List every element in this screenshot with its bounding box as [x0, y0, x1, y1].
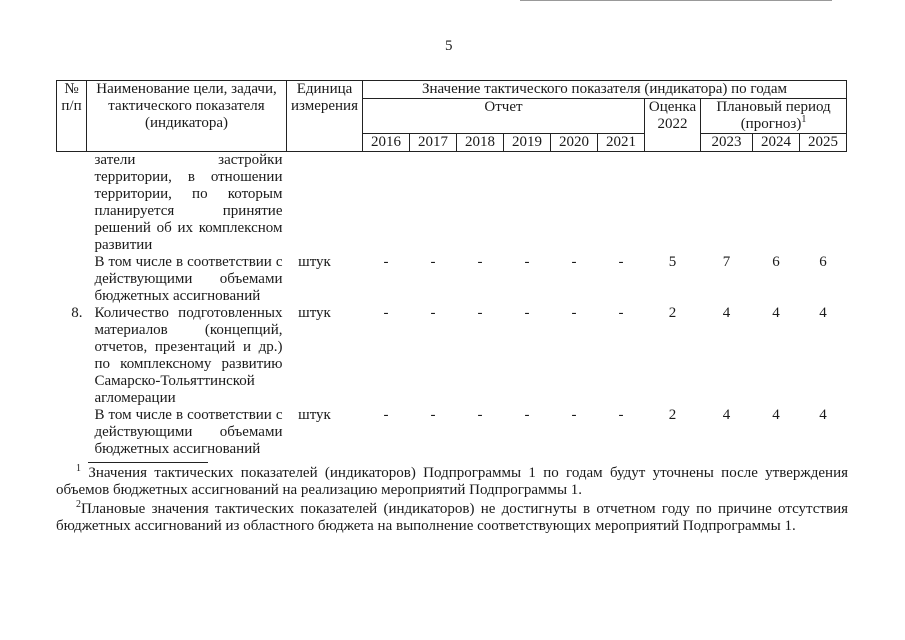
- row-value: -: [524, 407, 530, 423]
- header-plan-footnote-mark: 1: [801, 114, 807, 125]
- row-value: 4: [772, 407, 780, 423]
- header-year: 2021: [598, 134, 645, 152]
- row-value: 6: [772, 254, 780, 270]
- header-name: Наименование цели, задачи, тактического показателя (индикатора): [87, 81, 287, 152]
- header-unit: Единица измерения: [287, 81, 363, 152]
- header-estimate: Оценка 2022: [645, 99, 701, 152]
- row-value: -: [477, 407, 483, 423]
- table-row: [57, 152, 847, 255]
- row-value: [701, 152, 753, 255]
- header-plan-label: Плановый период (прогноз): [716, 99, 831, 132]
- row-no: [57, 407, 87, 458]
- header-year: 2023: [701, 134, 753, 152]
- row-no: [57, 254, 87, 305]
- row-value: [457, 152, 504, 255]
- row-value: -: [571, 254, 577, 270]
- row-value: -: [430, 407, 436, 423]
- row-name: В том числе в соответствии с действующими объемами бюджетных ассигнований: [94, 407, 283, 457]
- footnotes: [56, 462, 849, 537]
- header-year: 2019: [504, 134, 551, 152]
- footnote-rule: [88, 462, 208, 463]
- row-value: [363, 152, 410, 255]
- row-value: [598, 152, 645, 255]
- row-value: [504, 152, 551, 255]
- row-unit: штук: [298, 254, 331, 270]
- row-value: 7: [722, 254, 731, 270]
- row-value: -: [571, 305, 577, 321]
- row-value: 4: [772, 305, 780, 321]
- header-values-group: Значение тактического показателя (индикатора) по годам: [363, 81, 847, 99]
- row-unit: [287, 152, 363, 255]
- header-no: № п/п: [57, 81, 87, 152]
- row-value: [410, 152, 457, 255]
- header-year: 2020: [551, 134, 598, 152]
- row-value: 6: [819, 254, 827, 270]
- table-row: [57, 407, 847, 458]
- row-value: 4: [819, 305, 827, 321]
- row-name: Количество подготовленных материалов (концепций, отчетов, презентаций и др.) по комплексному развитию Самарско-Тольяттинской агломерации: [94, 305, 283, 406]
- row-value: -: [618, 305, 624, 321]
- footnote-text: Значения тактических показателей (индикаторов) Подпрограммы 1 по годам будут уточнены после утверждения объемов бюджетных ассигнований на реализацию мероприятий Подпрограммы 1.: [56, 465, 849, 498]
- row-value: 4: [722, 305, 731, 321]
- header-report: Отчет: [363, 99, 645, 134]
- footnote: [56, 501, 848, 535]
- row-value: 2: [668, 407, 677, 423]
- row-value: -: [618, 254, 624, 270]
- table-row: [57, 305, 847, 407]
- row-value: -: [383, 254, 389, 270]
- header-year: 2016: [363, 134, 410, 152]
- row-value: 5: [668, 254, 677, 270]
- scan-edge-line: [520, 0, 832, 1]
- row-value: -: [383, 305, 389, 321]
- footnote-text: Плановые значения тактических показателей (индикаторов) не достигнуты в отчетном году по причине отсутствия бюджетных ассигнований из областного бюджета на выполнение соответствующих мероприятий Подпрограммы 1.: [56, 501, 848, 534]
- row-no: [57, 152, 87, 255]
- header-year: 2018: [457, 134, 504, 152]
- row-unit: штук: [298, 305, 331, 321]
- row-value: -: [477, 305, 483, 321]
- row-value: -: [524, 254, 530, 270]
- header-year: 2017: [410, 134, 457, 152]
- footnote-mark: 2: [76, 499, 81, 510]
- header-year: 2025: [800, 134, 847, 152]
- header-plan: [701, 99, 847, 134]
- row-unit: штук: [298, 407, 331, 423]
- page-number: 5: [445, 38, 453, 54]
- row-value: -: [618, 407, 624, 423]
- table-row: [57, 254, 847, 305]
- row-value: 2: [668, 305, 677, 321]
- row-value: -: [430, 305, 436, 321]
- row-value: 4: [722, 407, 731, 423]
- row-value: [645, 152, 701, 255]
- row-value: [753, 152, 800, 255]
- row-value: -: [383, 407, 389, 423]
- row-value: [551, 152, 598, 255]
- indicator-table: [56, 80, 847, 458]
- row-name: В том числе в соответствии с действующими объемами бюджетных ассигнований: [94, 254, 283, 304]
- footnote: [56, 465, 848, 499]
- header-year: 2024: [753, 134, 800, 152]
- row-value: -: [477, 254, 483, 270]
- row-value: 4: [819, 407, 827, 423]
- row-value: -: [430, 254, 436, 270]
- row-value: -: [524, 305, 530, 321]
- row-name: затели застройки территории, в отношении территории, по которым планируется принятие решений об их комплексном развитии: [94, 152, 283, 253]
- row-value: -: [571, 407, 577, 423]
- row-value: [800, 152, 847, 255]
- footnote-mark: 1: [76, 463, 81, 474]
- row-no: 8.: [71, 305, 83, 321]
